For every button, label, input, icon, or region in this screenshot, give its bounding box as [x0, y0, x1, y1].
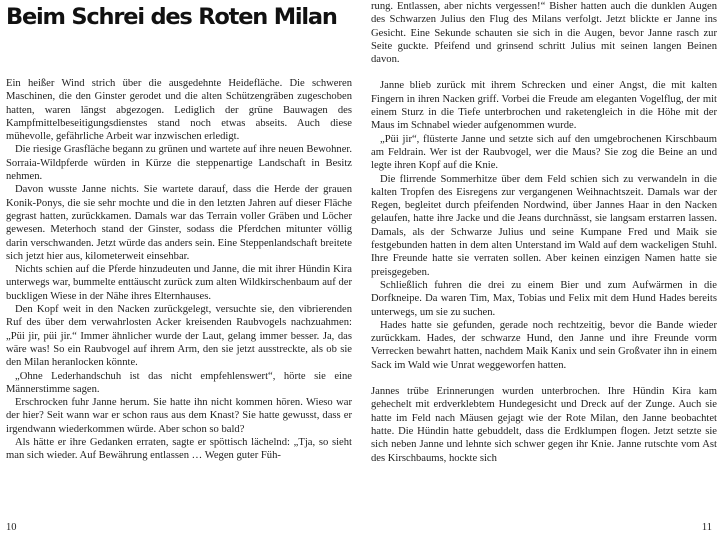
page-number-left: 10 — [6, 522, 17, 533]
page-number-right: 11 — [701, 522, 712, 533]
paragraph: Jannes trübe Erinnerungen wurden unterbrochen. Ihre Hündin Kira kam gehechelt mit erdverklebtem Hundegesicht und Dreck auf der Zunge. Auch sie hatte im Feld nach Mäusen gejagt wie der Rote Milan, den Janne beobachtet hatte. Die Hündin hatte gebuddelt, dass die Erdklumpen flogen. Jetzt setzte sie sich neben Janne und lehnte sich schwer gegen ihr Knie. Janne rutschte vom Ast des Kirschbaums, hockte sich — [371, 386, 717, 464]
paragraph: Die riesige Grasfläche begann zu grünen und wartete auf ihre neuen Bewohner. Sorraia-Wildpferde würden in Kürze die steppenartige Landschaft in Besitz nehmen. — [6, 144, 352, 183]
left-page-text — [6, 77, 352, 463]
paragraph: Schließlich fuhren die drei zu einem Bier und zum Aufwärmen in die Dorfkneipe. Da waren Tim, Max, Tobias und Felix mit dem Hund Hades bereits unterwegs, um sie zu suchen. — [371, 279, 717, 318]
paragraph: Den Kopf weit in den Nacken zurückgelegt, versuchte sie, den vibrierenden Ruf des über dem verwahrlosten Acker kreisenden Raubvogels nachzuahmen: „Püi jir, püi jir.“ Immer ähnlicher wurde der Laut, gelang immer besser. Ja, das wäre was! So ein Raubvogel auf ihrem Arm, den sie jetzt ausstreckte, als ob sie den Milan heranlocken könnte. — [6, 304, 352, 369]
paragraph: „Püi jir“, flüsterte Janne und setzte sich auf den umgebrochenen Kirschbaum am Feldrain. Wer ist der Raubvogel, wer die Maus? Sie zog die Beine an und legte ihren Kopf auf die Knie. — [371, 133, 717, 172]
paragraph: „Ohne Lederhandschuh ist das nicht empfehlenswert“, hörte sie eine Männerstimme sagen. — [6, 370, 352, 395]
paragraph: Nichts schien auf die Pferde hinzudeuten und Janne, die mit ihrer Hündin Kira unterwegs war, bummelte enttäuscht zurück zum alten Wildkirschenbaum auf der buckligen Wiese in der Nähe ihres Elternhauses. — [6, 264, 352, 302]
paragraph: Erschrocken fuhr Janne herum. Sie hatte ihn nicht kommen hören. Wieso war der hier? Seit wann war er schon raus aus dem Knast? Sie hatte gewusst, dass er irgendwann wiederkommen würde. Aber schon so bald? — [6, 397, 352, 435]
right-page-text — [371, 0, 717, 465]
paragraph: Die flirrende Sommerhitze über dem Feld schien sich zu verwandeln in die kalten Tropfen des Eisregens zur vergangenen Weihnachtszeit. Damals war der Regen, begleitet durch pfeifenden Nordwind, über Jannes Haar in den Nacken gelaufen, hatte ihre Jacke und die Jeans durchnässt, sie langsam erstarren lassen. Damals, als der Schwarze Julius und seine Kumpane Fred und Maik sie festgebunden hatten in dem alten Unterstand im Wald auf dem wackeligen Stuhl. Ihre Freunde hatte sie verraten sollen. Aber keinen einzigen Namen hatte sie preisgegeben. — [371, 173, 717, 278]
paragraph: Janne blieb zurück mit ihrem Schrecken und einer Angst, die mit kalten Fingern in ihren Nacken griff. Vorbei die Freude am eleganten Vogelflug, der mit einem Sturz in die Tiefe unterbrochen und raketengleich in die Höhe mit der Maus im Schnabel wieder aufgenommen wurde. — [371, 80, 717, 132]
paragraph: Als hätte er ihre Gedanken erraten, sagte er spöttisch lächelnd: „Tja, so sieht man sich wieder. Auf Bewährung entlassen … Wegen guter Füh- — [6, 437, 352, 462]
paragraph: Ein heißer Wind strich über die ausgedehnte Heidefläche. Die schweren Maschinen, die den Ginster gerodet und die alten Schützengräben zugeschoben hatten, waren längst abgezogen. Lediglich der grüne Bauwagen des Kampfmittelbeseitigungsdienstes stand noch etwas abseits. Auch diese mühevolle, gefährliche Arbeit war inzwischen erledigt. — [6, 78, 352, 143]
right-page — [360, 0, 720, 535]
chapter-title: Beim Schrei des Roten Milan — [6, 4, 337, 30]
paragraph: Davon wusste Janne nichts. Sie wartete darauf, dass die Herde der grauen Konik-Ponys, die sie sehr mochte und die in den letzten Jahren auf dieser Fläche gegrast hatten, zurückkamen. Damals war das Terrain voller Gräben und Löcher gewesen. Meterhoch stand der Ginster, sodass die Pferdchen mitunter völlig darin verschwanden. Jetzt würde das anders sein. Eine Steppenlandschaft breitete sich jetzt hier aus, kilometerweit einsehbar. — [6, 184, 352, 262]
paragraph: Hades hatte sie gefunden, gerade noch rechtzeitig, bevor die Bande wieder zurückkam. Hades, der schwarze Hund, den Janne und ihre Freunde vorm Verrecken bewahrt hatten, nachdem Maik Kanix und sein Großvater ihn in einem Sack im Wald wie Unrat weggeworfen hatten. — [371, 319, 717, 371]
paragraph: rung. Entlassen, aber nichts vergessen!“ Bisher hatten auch die dunklen Augen des Schwarzen Julius den Flug des Milans verfolgt. Jetzt blickte er Janne ins Gesicht. Eine Sekunde schauten sie sich in die Augen, bevor Janne rasch zur Seite guckte. Pfeifend und grinsend schritt Julius mit seinen langen Beinen davon. — [371, 1, 717, 66]
